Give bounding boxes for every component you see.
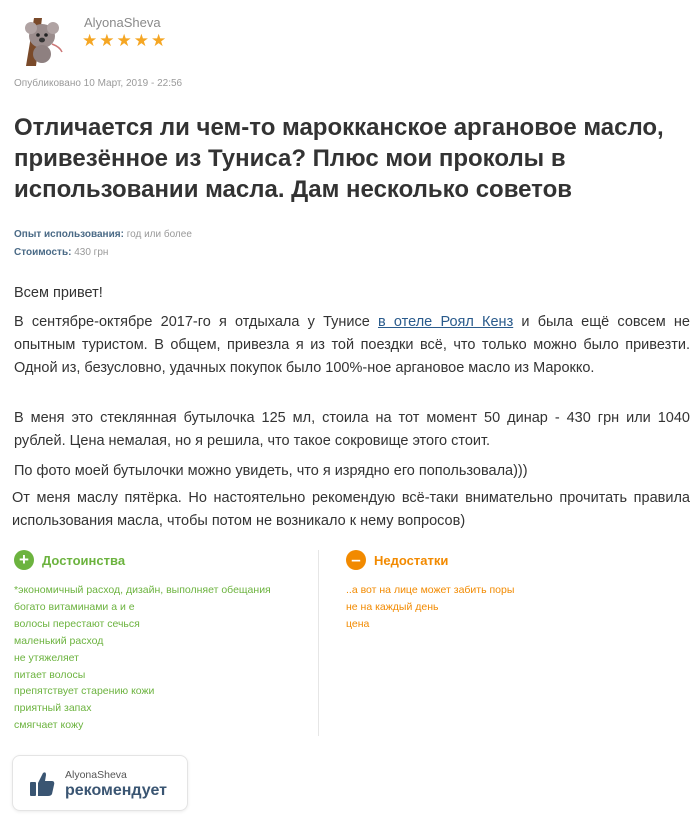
pros-list bbox=[14, 582, 271, 734]
body-paragraph-3: По фото моей бутылочки можно увидеть, что я изрядно его попользовала))) bbox=[14, 463, 528, 479]
body-paragraph-4: От меня маслу пятёрка. Но настоятельно рекомендую всё-таки внимательно прочитать правила использования масла, чтобы потом не возникало к нему вопросов) bbox=[12, 490, 690, 529]
cons-title: Недостатки bbox=[374, 552, 449, 568]
minus-icon: – bbox=[346, 550, 366, 570]
recommend-username[interactable]: AlyonaSheva bbox=[65, 769, 127, 781]
list-item: волосы перестают сечься bbox=[14, 617, 140, 630]
list-item: смягчает кожу bbox=[14, 719, 84, 732]
cons-header bbox=[346, 550, 514, 570]
body-greeting: Всем привет! bbox=[14, 285, 103, 301]
list-item: ..а вот на лице может забить поры bbox=[346, 584, 515, 596]
cons-section bbox=[346, 550, 514, 633]
recommend-label: рекомендует bbox=[65, 782, 167, 799]
body-paragraph-2: В меня это стеклянная бутылочка 125 мл, стоила на тот момент 50 динар - 430 грн или 1040 рублей. Цена немалая, но я решила, что такое сокровище этого стоит. bbox=[14, 410, 690, 449]
pros-header bbox=[14, 550, 271, 570]
thumbs-up-icon bbox=[29, 770, 55, 798]
list-item: приятный запах bbox=[14, 702, 92, 715]
list-item: маленький расход bbox=[14, 634, 104, 647]
list-item: *экономичный расход, дизайн, выполняет обещания bbox=[14, 584, 271, 596]
list-item: питает волосы bbox=[14, 668, 86, 681]
published-date: Опубликовано 10 Март, 2019 - 22:56 bbox=[14, 78, 183, 89]
experience-label: Опыт использования: bbox=[14, 229, 124, 240]
star-icon: ★ bbox=[133, 31, 149, 50]
pros-title: Достоинства bbox=[42, 552, 126, 568]
list-item: не утяжеляет bbox=[14, 651, 79, 664]
pros-section bbox=[14, 550, 271, 734]
body-p1-end: и была ещё совсем не опытным туристом. В общем, привезла я из той поездки всё, что только можно было привезти. Одной из, безусловно, удачных покупок было 100%-ное аргановое масло из Марокко. bbox=[14, 314, 690, 376]
body-p1-start: В сентябре-октябре 2017-го я отдыхала у Тунисе bbox=[14, 314, 379, 330]
star-icon: ★ bbox=[151, 31, 167, 50]
review-title: Отличается ли чем-то марокканское аргановое масло, привезённое из Туниса? Плюс мои проколы в использовании масла. Дам несколько советов bbox=[14, 114, 664, 203]
list-item: богато витаминами а и е bbox=[14, 600, 135, 613]
hotel-link[interactable]: в отеле Роял Кенз bbox=[378, 314, 514, 330]
pros-cons-divider bbox=[318, 550, 319, 736]
cost-meta bbox=[14, 247, 108, 258]
cost-label: Стоимость: bbox=[14, 247, 72, 258]
experience-meta bbox=[14, 229, 192, 240]
avatar[interactable] bbox=[12, 10, 70, 68]
experience-value: год или более bbox=[126, 229, 192, 240]
star-icon: ★ bbox=[82, 31, 98, 50]
cons-list bbox=[346, 582, 514, 633]
rating-stars bbox=[82, 32, 166, 49]
plus-icon: + bbox=[14, 550, 34, 570]
recommend-badge bbox=[12, 755, 188, 811]
body-paragraph-1 bbox=[14, 311, 690, 380]
cost-value: 430 грн bbox=[74, 247, 109, 258]
list-item: не на каждый день bbox=[346, 600, 439, 613]
list-item: цена bbox=[346, 617, 370, 630]
list-item: препятствует старению кожи bbox=[14, 685, 155, 698]
star-icon: ★ bbox=[116, 31, 132, 50]
author-username[interactable]: AlyonaSheva bbox=[84, 15, 161, 30]
star-icon: ★ bbox=[99, 31, 115, 50]
